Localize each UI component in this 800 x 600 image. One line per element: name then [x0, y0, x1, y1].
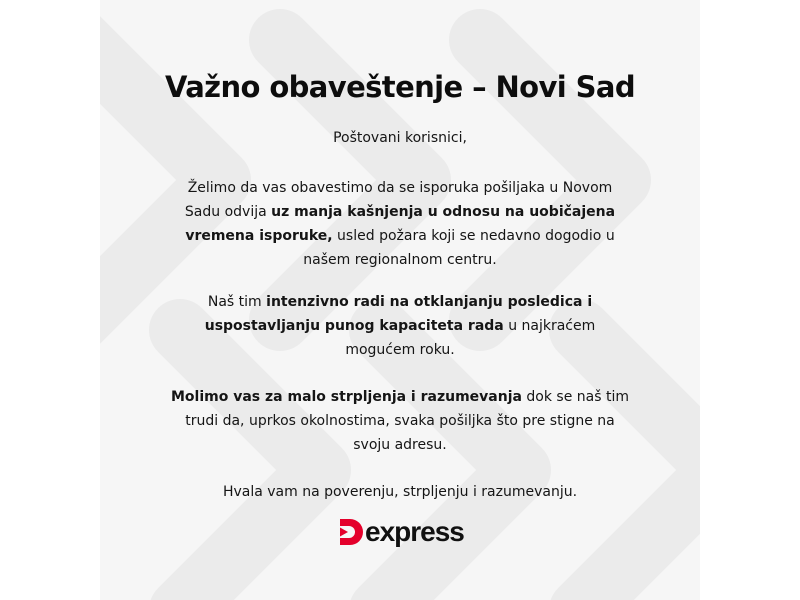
paragraph-delivery-delay: [170, 176, 630, 272]
p1-text-end: usled požara koji se nedavno dogodio u našem regionalnom centru.: [303, 228, 615, 268]
closing-line: Hvala vam na poverenju, strpljenju i razumevanju.: [222, 484, 578, 500]
p1-text-start: Želimo da vas obavestimo da se isporuka pošiljaka u Novom Sadu odvija: [184, 180, 613, 220]
paragraph-patience: [170, 385, 630, 457]
logo-wordmark: express: [365, 516, 464, 547]
p3-text-end: dok se naš tim trudi da, uprkos okolnostima, svaka pošiljka što pre stigne na svoju adresu.: [185, 389, 629, 453]
paragraph-team-effort: [170, 290, 630, 362]
d-express-arrow-icon: [338, 517, 364, 547]
p3-text-bold: Molimo vas za malo strpljenja i razumevanja: [171, 389, 522, 405]
notice-card: [100, 0, 700, 600]
p2-text-bold: intenzivno radi na otklanjanju posledica i uspostavljanju punog kapaciteta rada: [204, 294, 593, 334]
p1-text-bold: uz manja kašnjenja u odnosu na uobičajena vremena isporuke,: [185, 204, 616, 244]
greeting: Poštovani korisnici,: [333, 130, 467, 146]
dexpress-logo: [338, 514, 464, 550]
page-title: Važno obaveštenje – Novi Sad: [164, 70, 636, 104]
p2-text-end: u najkraćem mogućem roku.: [345, 318, 596, 358]
notice-content: [100, 0, 700, 600]
p2-text-start: Naš tim: [207, 294, 267, 310]
